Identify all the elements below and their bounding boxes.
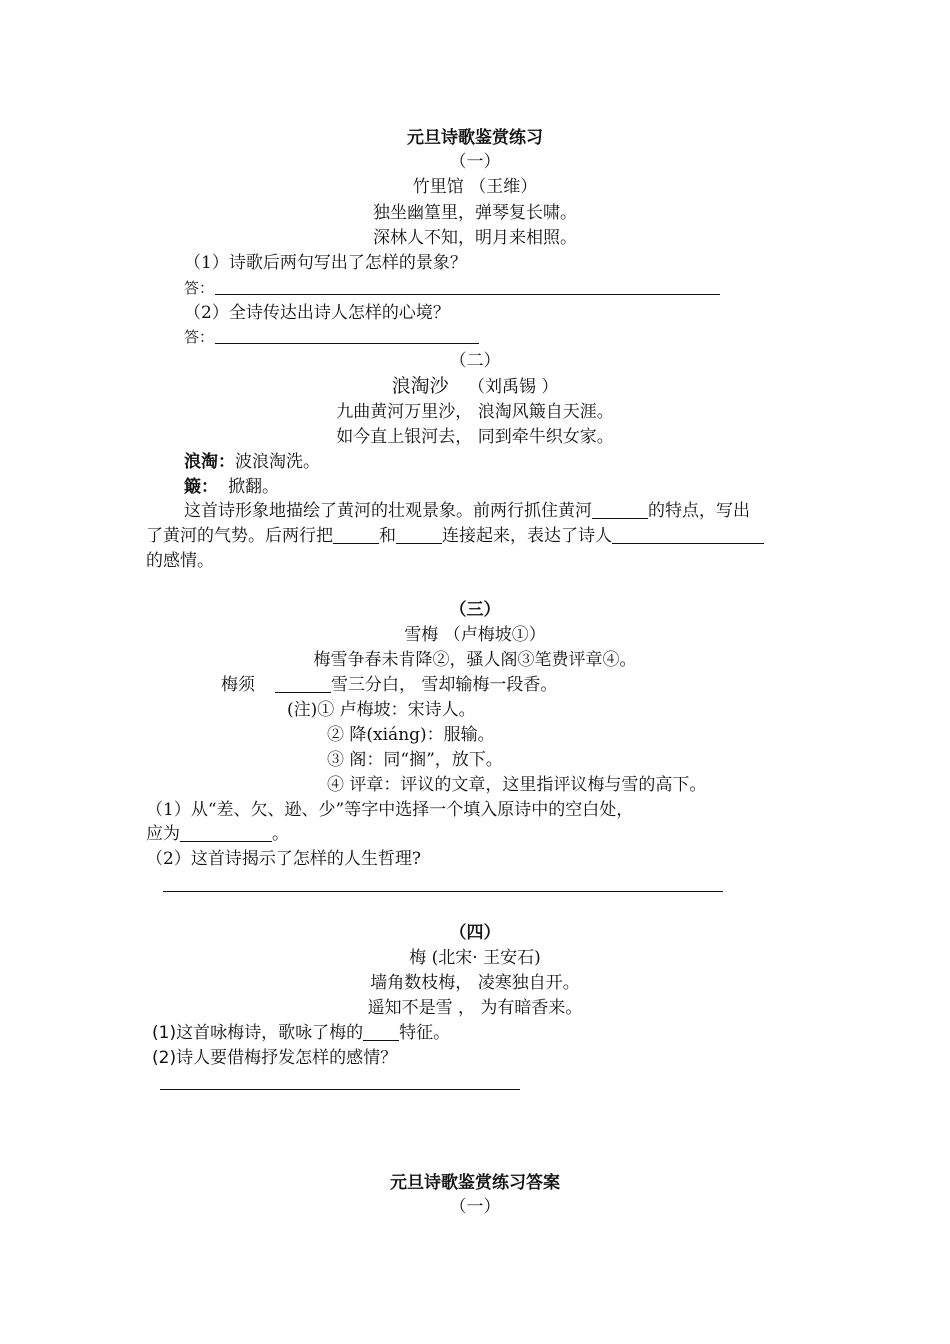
question-3-2: （2）这首诗揭示了怎样的人生哲理? [146, 849, 421, 869]
question-3-1-answer [146, 823, 289, 845]
question-3-1: （1）从“差、欠、逊、少”等字中选择一个填入原诗中的空白处， [146, 800, 634, 820]
poem-3-line-2-a: 梅须 [221, 675, 255, 695]
poem-2-title: 浪淘沙 [391, 375, 449, 397]
blank-2-2 [333, 525, 379, 544]
question-4-2: (2)诗人要借梅抒发怎样的感情？ [152, 1048, 398, 1068]
section-2-number: （二） [449, 351, 501, 371]
page-title: 元旦诗歌鉴赏练习 [407, 128, 543, 148]
poem-2-line-1: 九曲黄河万里沙， 浪淘风簸自天涯。 [336, 402, 614, 422]
paragraph-2-line-2 [146, 525, 764, 547]
answer-1-2-label: 答： [184, 328, 215, 346]
poem-3-line-2 [221, 674, 557, 696]
question-3-1-answer-label: 应为 [146, 824, 180, 844]
paragraph-2-text-b: 的特点，写出 [648, 501, 750, 521]
question-1-1: （1）诗歌后两句写出了怎样的景象？ [184, 253, 467, 273]
answer-3-2-line [163, 891, 723, 892]
paragraph-2-text-e: 连接起来，表达了诗人 [442, 526, 612, 546]
poem-3-line-2-b: 雪三分白， 雪却输梅一段香。 [331, 675, 558, 695]
note-2-2-term: 簸： [184, 477, 218, 497]
poem-1-line-2: 深林人不知，明月来相照。 [373, 228, 577, 248]
paragraph-2-text-c: 了黄河的气势。后两行把 [146, 526, 333, 546]
poem-2-author: （刘禹锡 ） [468, 377, 559, 397]
paragraph-2-line-1 [184, 500, 750, 522]
paragraph-2-line-3: 的感情。 [146, 551, 214, 571]
poem-3-line-1: 梅雪争春未肯降②，骚人阁③笔费评章④。 [313, 650, 637, 670]
paragraph-2-text-a: 这首诗形象地描绘了黄河的壮观景象。前两行抓住黄河 [184, 501, 592, 521]
note-2-2-text: 掀翻。 [228, 477, 279, 497]
answer-1-1-line [215, 294, 720, 295]
question-3-1-answer-end: 。 [272, 824, 289, 844]
answer-4-2-line [160, 1089, 520, 1090]
blank-3-1 [275, 674, 331, 693]
answers-section-1-number: （一） [449, 1197, 501, 1217]
poem-2-title-row [0, 375, 950, 398]
poem-3-title: 雪梅 （卢梅坡①） [404, 625, 546, 645]
paragraph-2-text-d: 和 [379, 526, 396, 546]
note-2-1-text: 波浪淘洗。 [235, 452, 320, 472]
question-4-1-text-b: 特征。 [399, 1023, 451, 1043]
note-3-3: ③ 阁：同“搁”，放下。 [327, 750, 503, 770]
blank-2-4 [612, 525, 764, 544]
note-3-1: (注)① 卢梅坡：宋诗人。 [287, 700, 476, 720]
blank-3-2 [180, 823, 272, 842]
section-4-number: （四） [449, 923, 501, 943]
note-3-2: ② 降(xiáng)：服输。 [327, 725, 495, 745]
poem-2-line-2: 如今直上银河去， 同到牵牛织女家。 [336, 427, 614, 447]
question-4-1-text-a: (1)这首咏梅诗，歌咏了梅的 [152, 1023, 364, 1043]
note-2-2 [184, 476, 279, 498]
note-2-1-term: 浪淘： [184, 452, 235, 472]
section-3-number: （三） [449, 600, 501, 620]
poem-4-line-1: 墙角数枝梅， 凌寒独自开。 [370, 973, 580, 993]
answer-1-1-label: 答： [184, 279, 215, 297]
answer-1-2-line [215, 343, 479, 344]
answers-title: 元旦诗歌鉴赏练习答案 [390, 1173, 560, 1193]
note-3-4: ④ 评章：评议的文章，这里指评议梅与雪的高下。 [327, 775, 707, 795]
poem-4-line-2: 遥知不是雪 ， 为有暗香来。 [367, 998, 583, 1018]
note-2-1 [184, 451, 320, 473]
poem-4-title: 梅 (北宋· 王安石) [409, 948, 541, 968]
question-1-2: （2）全诗传达出诗人怎样的心境？ [184, 303, 450, 323]
blank-2-3 [396, 525, 442, 544]
blank-2-1 [592, 500, 648, 519]
question-4-1 [152, 1022, 450, 1044]
poem-1-line-1: 独坐幽篁里，弹琴复长啸。 [373, 203, 577, 223]
blank-4-1 [363, 1022, 399, 1041]
section-1-number: （一） [449, 152, 501, 172]
poem-1-title: 竹里馆 （王维） [412, 177, 538, 197]
